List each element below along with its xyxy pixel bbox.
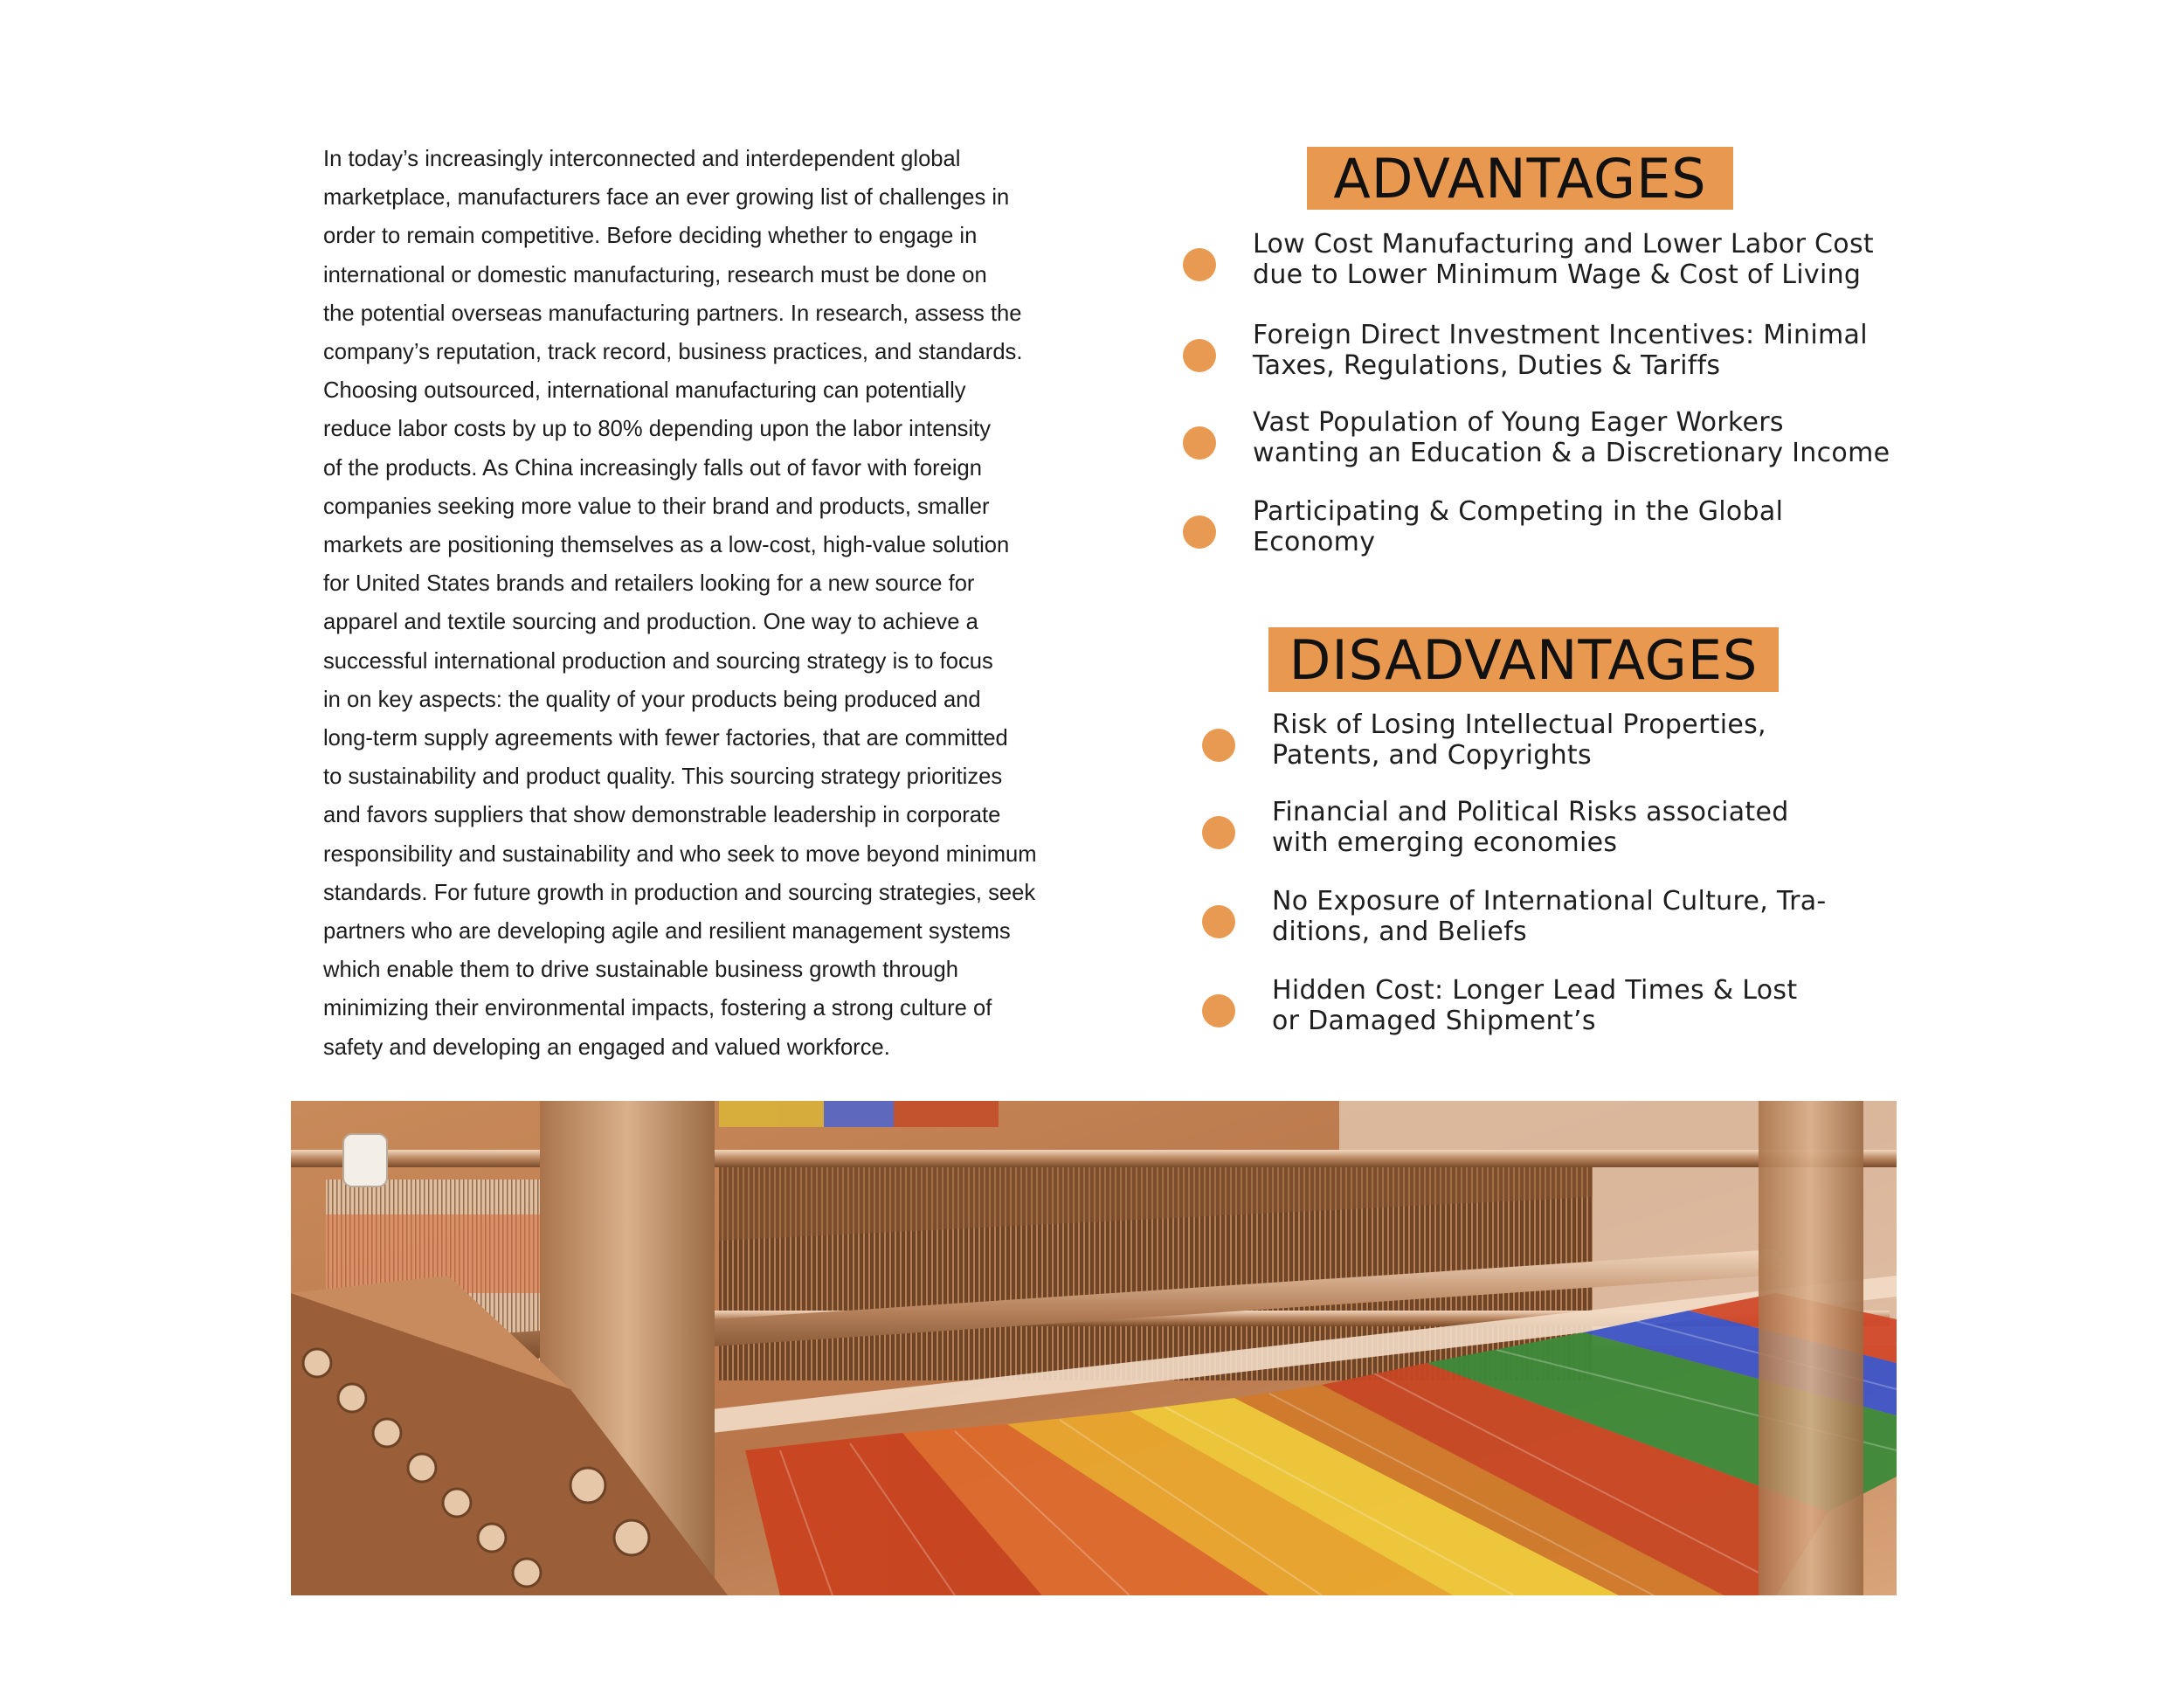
disadvantages-heading: DISADVANTAGES: [1268, 627, 1779, 692]
bullet-dot-icon: [1183, 515, 1216, 549]
advantage-item: [1183, 320, 1882, 390]
bullet-dot-icon: [1202, 816, 1235, 849]
intro-line: Choosing outsourced, international manufacturing can potentially: [323, 378, 966, 404]
advantage-text: Foreign Direct Investment Incentives: Minimal Taxes, Regulations, Duties & Tariffs: [1253, 320, 1868, 381]
intro-line: safety and developing an engaged and valued workforce.: [323, 1034, 890, 1060]
bullet-dot-icon: [1183, 248, 1216, 281]
intro-line: the potential overseas manufacturing partners. In research, assess the: [323, 301, 1022, 326]
advantages-heading: ADVANTAGES: [1307, 147, 1733, 210]
disadvantages-list: [1202, 709, 1918, 1059]
disadvantage-item: [1202, 886, 1901, 956]
intro-line: standards. For future growth in production and sourcing strategies, seek: [323, 880, 1036, 905]
intro-line: in on key aspects: the quality of your products being produced and: [323, 687, 981, 712]
intro-line: to sustainability and product quality. This sourcing strategy prioritizes: [323, 764, 1003, 790]
disadvantage-item: [1202, 797, 1901, 867]
advantages-list: [1183, 229, 1899, 561]
bullet-dot-icon: [1202, 729, 1235, 762]
advantage-text: Low Cost Manufacturing and Lower Labor Cost due to Lower Minimum Wage & Cost of Living: [1253, 229, 1874, 290]
loom-illustration: [291, 1101, 1897, 1595]
advantage-text: Vast Population of Young Eager Workers wanting an Education & a Discretionary Income: [1253, 407, 1890, 468]
intro-line: order to remain competitive. Before deciding whether to engage in: [323, 224, 978, 249]
bullet-dot-icon: [1183, 339, 1216, 372]
intro-line: In today’s increasingly interconnected and interdependent global: [323, 147, 961, 171]
disadvantage-text: Risk of Losing Intellectual Properties, Patents, and Copyrights: [1272, 709, 1766, 771]
disadvantage-text: Financial and Political Risks associated with emerging economies: [1272, 797, 1789, 858]
disadvantage-item: [1202, 709, 1901, 779]
intro-line: partners who are developing agile and resilient management systems: [323, 919, 1011, 944]
intro-paragraph: [323, 140, 1144, 1067]
intro-line: of the products. As China increasingly falls out of favor with foreign: [323, 455, 982, 481]
bullet-dot-icon: [1202, 905, 1235, 938]
disadvantage-item: [1202, 975, 1901, 1045]
intro-line: apparel and textile sourcing and production. One way to achieve a: [323, 610, 978, 635]
advantage-item: [1183, 407, 1890, 477]
intro-line: marketplace, manufacturers face an ever growing list of challenges in: [323, 185, 1010, 211]
advantage-item: [1183, 229, 1882, 299]
bullet-dot-icon: [1202, 994, 1235, 1027]
intro-line: responsibility and sustainability and who seek to move beyond minimum: [323, 841, 1037, 867]
intro-line: companies seeking more value to their brand and products, smaller: [323, 494, 990, 519]
advantage-text: Participating & Competing in the Global Economy: [1253, 496, 1784, 557]
intro-line: and favors suppliers that show demonstrable leadership in corporate: [323, 803, 1001, 828]
disadvantage-text: Hidden Cost: Longer Lead Times & Lost or Damaged Shipment’s: [1272, 975, 1798, 1036]
intro-line: which enable them to drive sustainable business growth through: [323, 958, 959, 983]
intro-line: reduce labor costs by up to 80% depending upon the labor intensity: [323, 417, 992, 442]
advantage-item: [1183, 496, 1882, 566]
disadvantage-text: No Exposure of International Culture, Tra- ditions, and Beliefs: [1272, 886, 1827, 947]
intro-line: markets are positioning themselves as a low-cost, high-value solution: [323, 533, 1010, 558]
loom-photo: [291, 1101, 1897, 1595]
intro-line: for United States brands and retailers looking for a new source for: [323, 571, 975, 597]
intro-line: company’s reputation, track record, business practices, and standards.: [323, 340, 1023, 365]
intro-line: international or domestic manufacturing, research must be done on: [323, 262, 987, 287]
intro-line: successful international production and sourcing strategy is to focus: [323, 648, 993, 674]
bullet-dot-icon: [1183, 426, 1216, 460]
intro-line: minimizing their environmental impacts, fostering a strong culture of: [323, 996, 992, 1021]
intro-line: long-term supply agreements with fewer factories, that are committed: [323, 726, 1008, 751]
